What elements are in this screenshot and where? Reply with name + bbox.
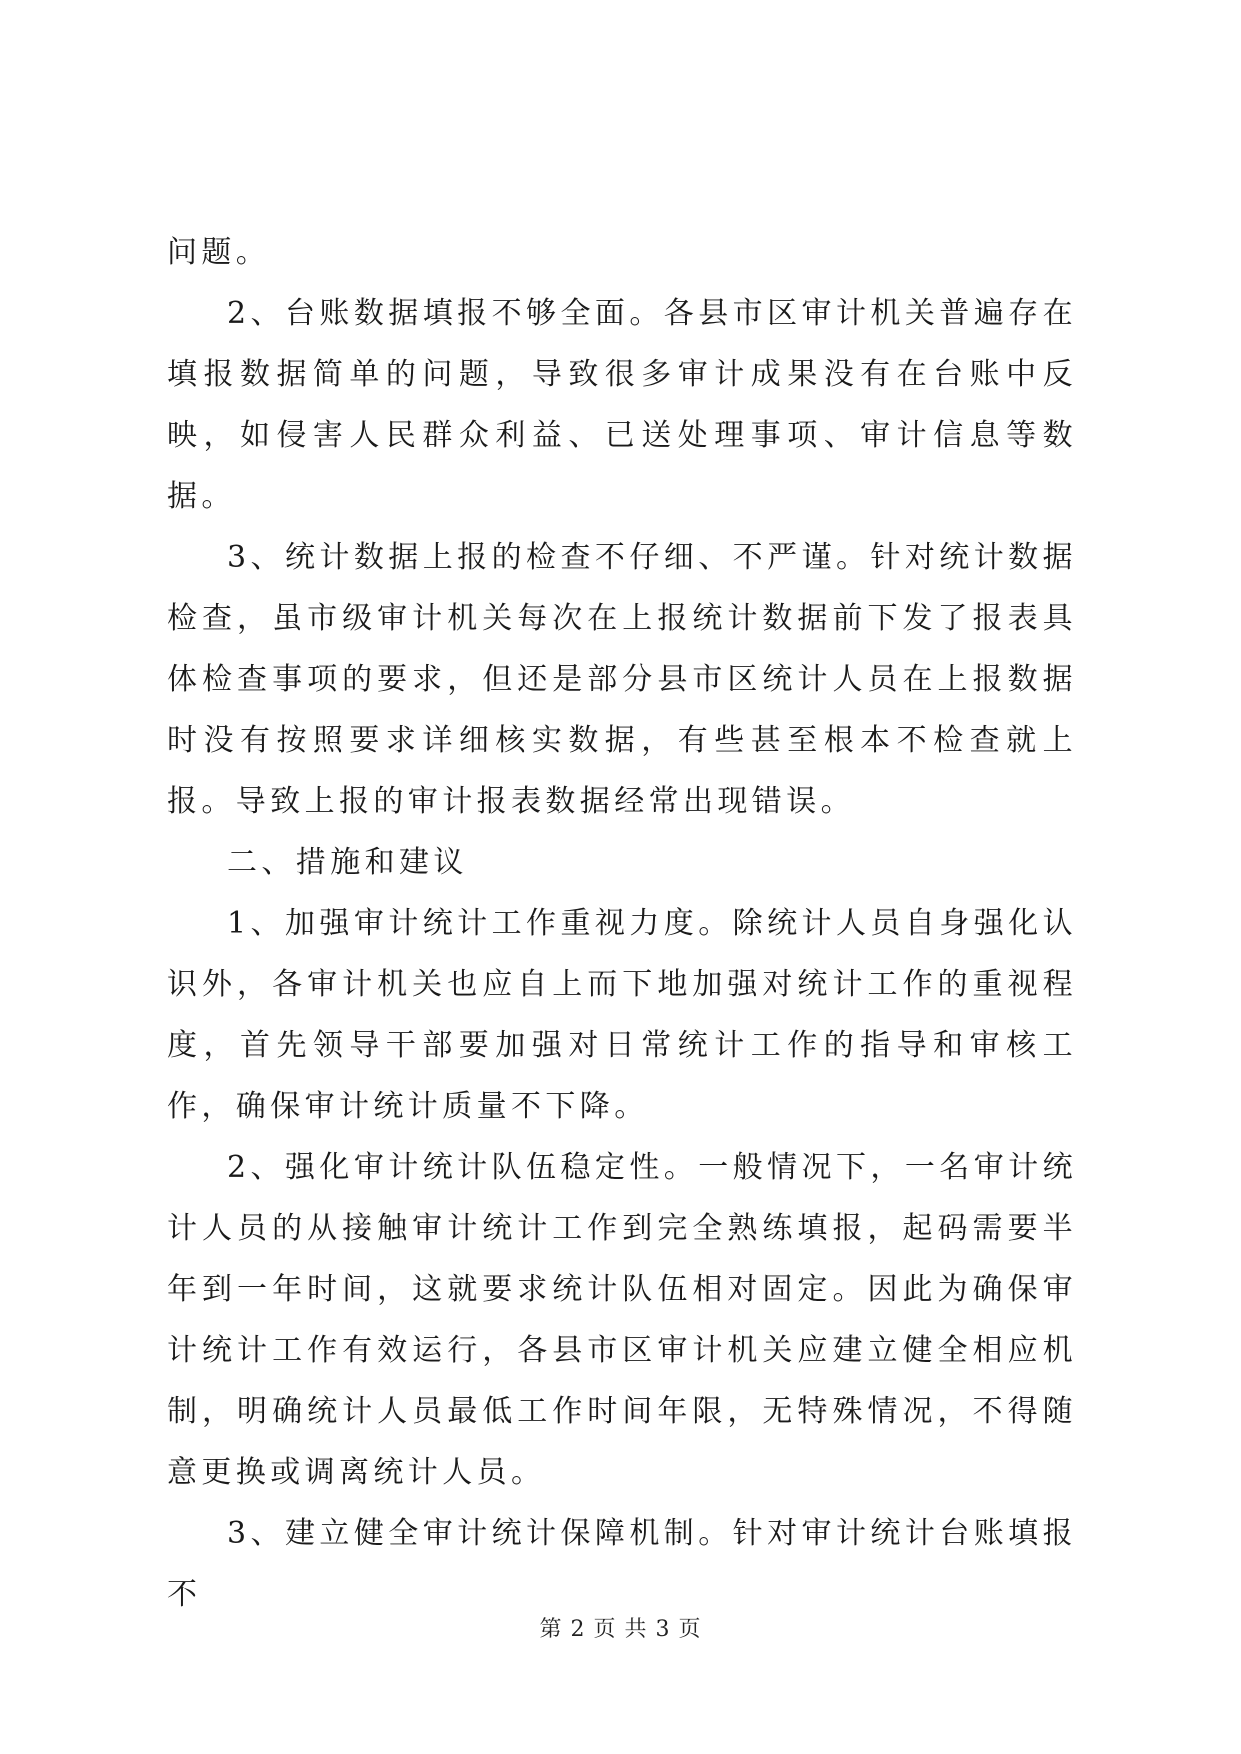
document-body bbox=[167, 222, 1077, 1625]
section-heading-measures: 二、措施和建议 bbox=[227, 845, 468, 880]
paragraph-emphasis: 1、加强审计统计工作重视力度。除统计人员自身强化认识外，各审计机关也应自上而下地加强对统计工作的重视程度，首先领导干部要加强对日常统计工作的指导和审核工作，确保审计统计质量不下降。 bbox=[167, 906, 1077, 1124]
paragraph-data-check: 3、统计数据上报的检查不仔细、不严谨。针对统计数据检查，虽市级审计机关每次在上报统计数据前下发了报表具体检查事项的要求，但还是部分县市区统计人员在上报数据时没有按照要求详细核实数据，有些甚至根本不检查就上报。导致上报的审计报表数据经常出现错误。 bbox=[167, 540, 1077, 819]
paragraph-continuation: 问题。 bbox=[167, 235, 271, 270]
paragraph-team-stability: 2、强化审计统计队伍稳定性。一般情况下，一名审计统计人员的从接触审计统计工作到完全熟练填报，起码需要半年到一年时间，这就要求统计队伍相对固定。因此为确保审计统计工作有效运行，各县市区审计机关应建立健全相应机制，明确统计人员最低工作时间年限，无特殊情况，不得随意更换或调离统计人员。 bbox=[167, 1150, 1077, 1490]
page-number-footer: 第 2 页 共 3 页 bbox=[539, 1617, 702, 1642]
paragraph-guarantee-mechanism: 3、建立健全审计统计保障机制。针对审计统计台账填报不 bbox=[167, 1516, 1077, 1612]
paragraph-ledger-data: 2、台账数据填报不够全面。各县市区审计机关普遍存在填报数据简单的问题，导致很多审计成果没有在台账中反映，如侵害人民群众利益、已送处理事项、审计信息等数据。 bbox=[167, 296, 1077, 514]
